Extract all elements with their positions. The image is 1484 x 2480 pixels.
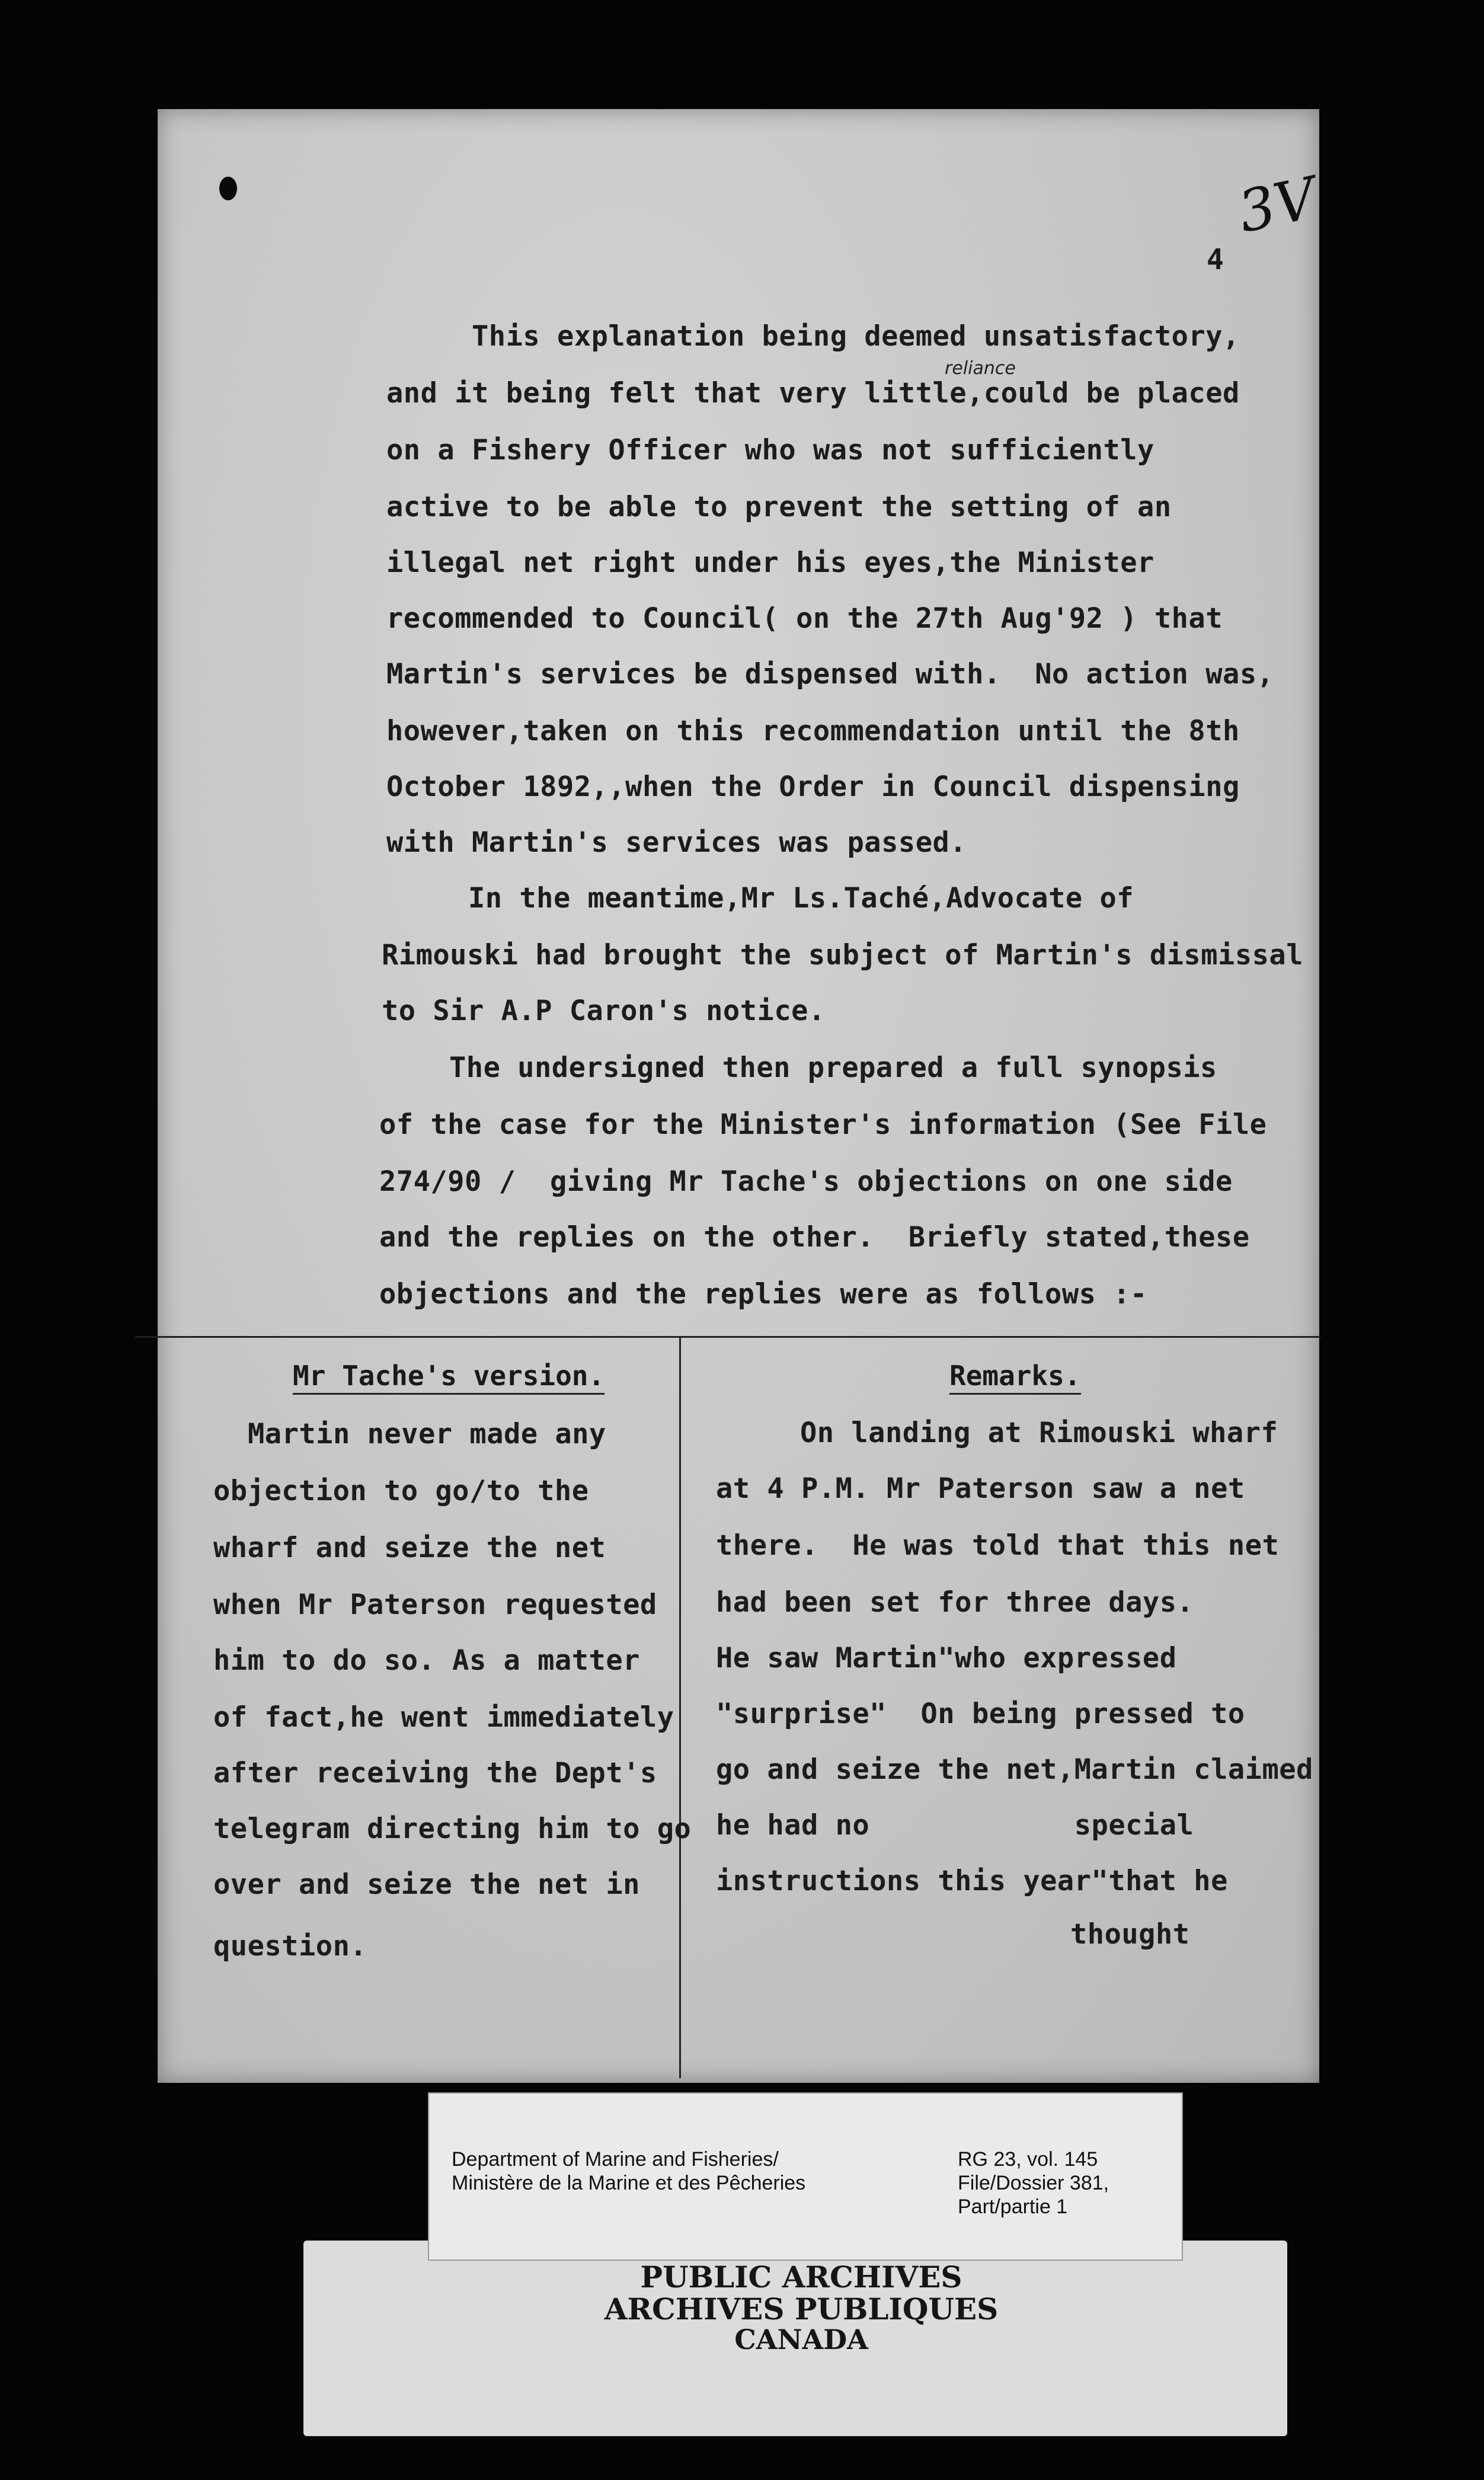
right-column-heading: Remarks. (949, 1360, 1081, 1395)
left-column-line: question. (213, 1930, 367, 1963)
label-ref-file: File/Dossier 381, (958, 2172, 1109, 2194)
right-column-line: On landing at Rimouski wharf (800, 1417, 1278, 1449)
body-line: illegal net right under his eyes,the Minister (386, 547, 1154, 579)
right-column-line: at 4 P.M. Mr Paterson saw a net (716, 1472, 1245, 1505)
label-ref-volume: RG 23, vol. 145 (958, 2148, 1098, 2171)
right-column-line: there. He was told that this net (716, 1529, 1280, 1562)
body-line: of the case for the Minister's information (See File (379, 1108, 1267, 1141)
body-line: on a Fishery Officer who was not sufficiently (386, 434, 1154, 466)
left-column-line: objection to go/to the (213, 1475, 589, 1507)
body-line: In the meantime,Mr Ls.Taché,Advocate of (468, 882, 1134, 915)
body-line: and it being felt that very little,could be placed (386, 377, 1240, 410)
right-column-line: go and seize the net,Martin claimed (716, 1753, 1313, 1786)
body-line: The undersigned then prepared a full synopsis (449, 1052, 1217, 1084)
body-line: Rimouski had brought the subject of Martin's dismissal (382, 939, 1304, 971)
table-top-rule (135, 1336, 1320, 1338)
body-line: to Sir A.P Caron's notice. (382, 995, 826, 1027)
left-column-line: him to do so. As a matter (213, 1644, 640, 1677)
stamp-line-2: ARCHIVES PUBLIQUES (604, 2292, 999, 2326)
left-column-line: of fact,he went immediately (213, 1701, 674, 1734)
right-column-line: he had no special (716, 1809, 1194, 1842)
left-column-line: when Mr Paterson requested (213, 1589, 657, 1621)
right-column-line: had been set for three days. (716, 1586, 1194, 1619)
body-line: with Martin's services was passed. (386, 826, 967, 859)
label-dept-fr: Ministère de la Marine et des Pêcheries (452, 2172, 806, 2194)
punch-hole (219, 177, 237, 200)
stamp-line-1: PUBLIC ARCHIVES (640, 2260, 962, 2294)
right-column-line: He saw Martin"who expressed (716, 1642, 1177, 1674)
body-line: and the replies on the other. Briefly stated,these (379, 1221, 1250, 1254)
folio-handwritten-mark: 3V (1232, 164, 1322, 246)
left-column-line: telegram directing him to go (213, 1813, 692, 1845)
page-number: 4 (1207, 243, 1224, 276)
left-column-line: after receiving the Dept's (213, 1757, 657, 1789)
body-line: Martin's services be dispensed with. No action was, (386, 658, 1274, 691)
body-line: This explanation being deemed unsatisfactory, (472, 320, 1240, 353)
body-line: active to be able to prevent the setting of an (386, 491, 1172, 523)
left-column-line: wharf and seize the net (213, 1532, 606, 1564)
body-line: however,taken on this recommendation until the 8th (386, 715, 1240, 747)
right-column-line: "surprise" On being pressed to (716, 1698, 1245, 1730)
label-dept-en: Department of Marine and Fisheries/ (452, 2148, 779, 2171)
body-line: 274/90 / giving Mr Tache's objections on one side (379, 1165, 1233, 1198)
body-line: recommended to Council( on the 27th Aug'92 ) that (386, 602, 1223, 635)
left-column-line: Martin never made any (248, 1418, 606, 1450)
left-column-heading: Mr Tache's version. (293, 1360, 605, 1395)
body-line: October 1892,,when the Order in Council dispensing (386, 771, 1240, 803)
stamp-line-3: CANADA (734, 2324, 868, 2356)
interlinear-insert: reliance (945, 358, 1016, 379)
right-column-line: thought (1070, 1918, 1190, 1951)
body-line: objections and the replies were as follows :- (379, 1278, 1147, 1311)
label-ref-part: Part/partie 1 (958, 2195, 1068, 2218)
left-column-line: over and seize the net in (213, 1868, 640, 1901)
right-column-line: instructions this year"that he (716, 1865, 1228, 1897)
table-column-divider (679, 1337, 681, 2078)
